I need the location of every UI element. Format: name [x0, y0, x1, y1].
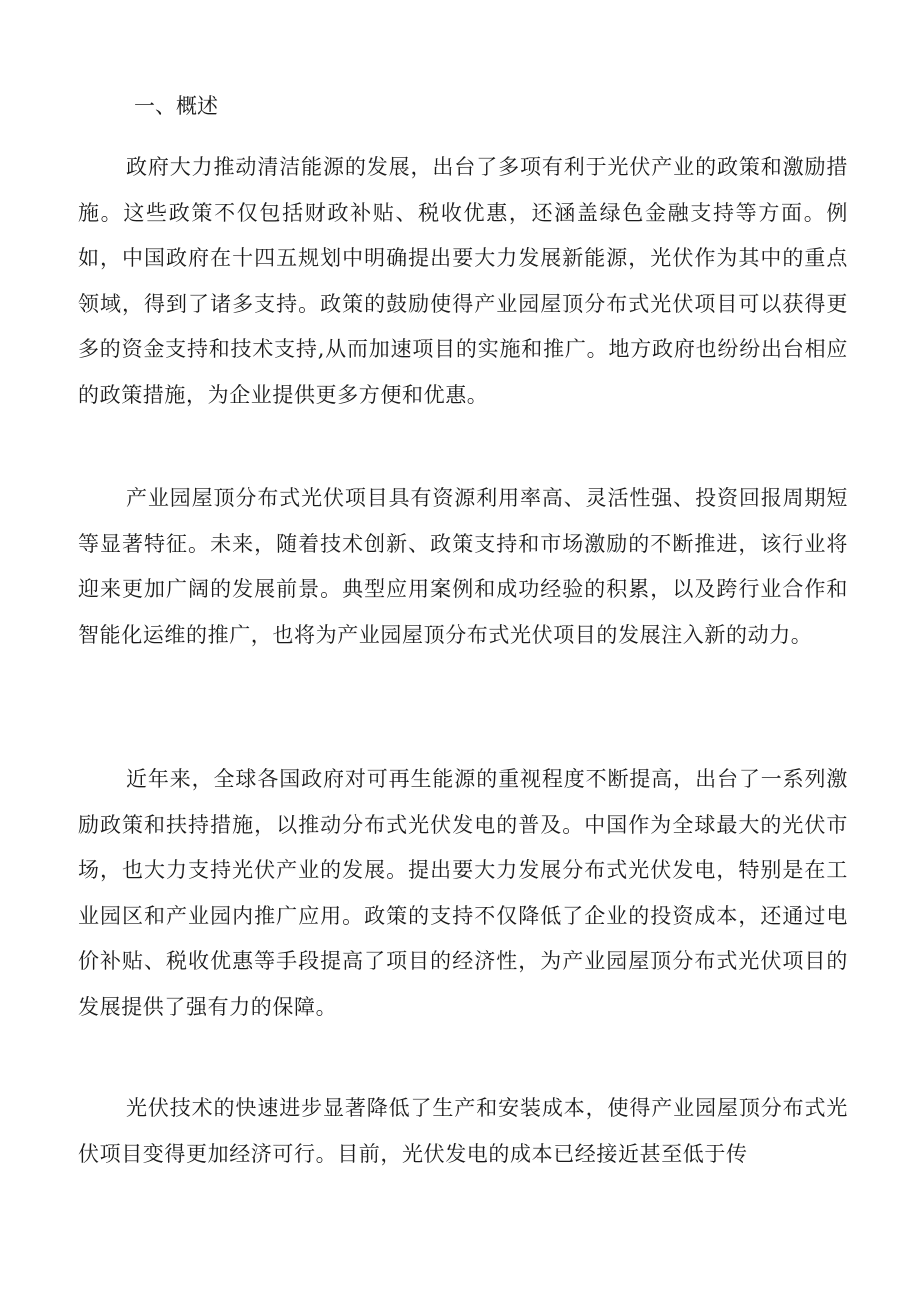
paragraph-project-features: 产业园屋顶分布式光伏项目具有资源利用率高、灵活性强、投资回报周期短等显著特征。未来，随着技术创新、政策支持和市场激励的不断推进，该行业将迎来更加广阔的发展前景。典型应用案例和成功经验的积累，以及跨行业合作和智能化运维的推广，也将为产业园屋顶分布式光伏项目的发展注入新的动力。	[78, 486, 848, 647]
section-heading: 一、概述	[134, 94, 218, 118]
paragraph-global-policy: 近年来，全球各国政府对可再生能源的重视程度不断提高，出台了一系列激励政策和扶持措施，以推动分布式光伏发电的普及。中国作为全球最大的光伏市场，也大力支持光伏产业的发展。提出要大力发展分布式光伏发电，特别是在工业园区和产业园内推广应用。政策的支持不仅降低了企业的投资成本，还通过电价补贴、税收优惠等手段提高了项目的经济性，为产业园屋顶分布式光伏项目的发展提供了强有力的保障。	[78, 767, 848, 1019]
paragraph-technology-progress: 光伏技术的快速进步显著降低了生产和安装成本，使得产业园屋顶分布式光伏项目变得更加经济可行。目前，光伏发电的成本已经接近甚至低于传	[78, 1096, 848, 1166]
paragraph-policy-support: 政府大力推动清洁能源的发展，出台了多项有利于光伏产业的政策和激励措施。这些政策不仅包括财政补贴、税收优惠，还涵盖绿色金融支持等方面。例如，中国政府在十四五规划中明确提出要大力发展新能源，光伏作为其中的重点领域，得到了诸多支持。政策的鼓励使得产业园屋顶分布式光伏项目可以获得更多的资金支持和技术支持,从而加速项目的实施和推广。地方政府也纷纷出台相应的政策措施，为企业提供更多方便和优惠。	[78, 155, 848, 407]
